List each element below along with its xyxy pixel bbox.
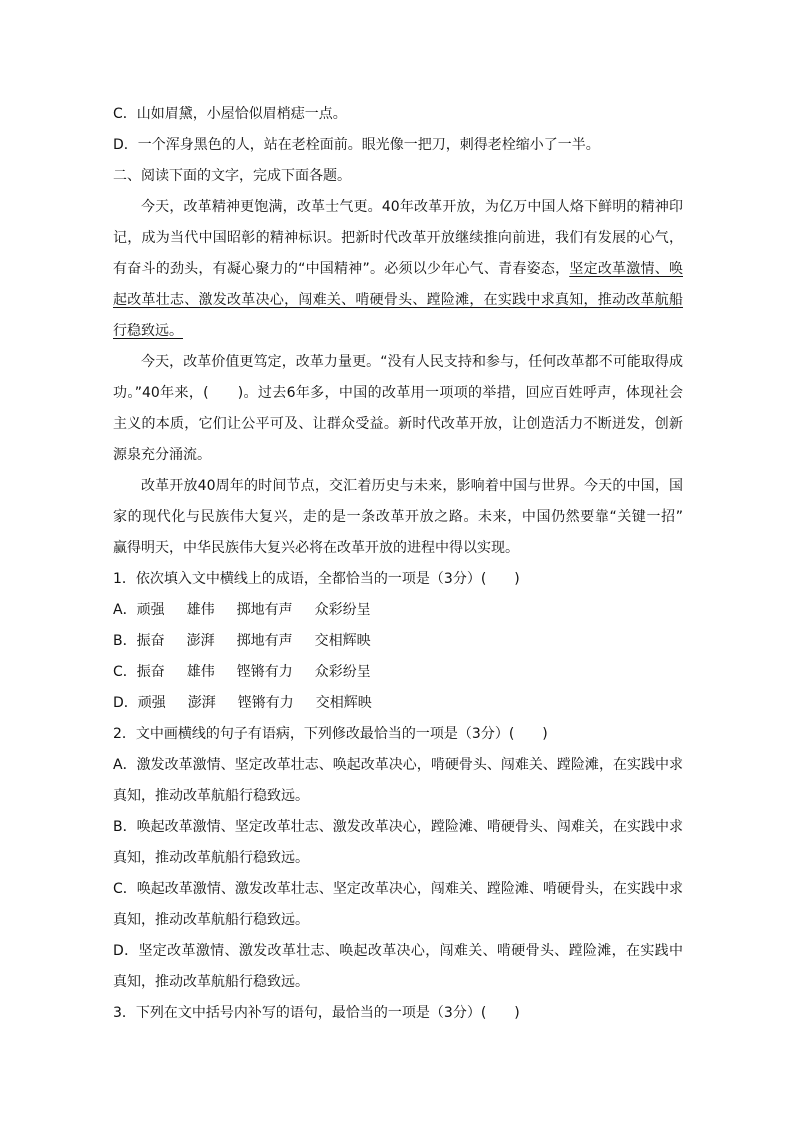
passage-paragraph-2 <box>113 347 683 471</box>
passage-line <box>113 254 683 285</box>
passage-paragraph-1 <box>113 192 683 347</box>
answer-option-cont: 真知，推动改革航船行稳致远。 <box>113 850 309 866</box>
question-3 <box>113 998 683 1029</box>
answer-option-cont: 真知，推动改革航船行稳致远。 <box>113 912 309 928</box>
answer-option: B．唤起改革激情、坚定改革壮志、激发改革决心，蹚险滩、啃硬骨头、闯难关，在实践中求 <box>113 819 683 835</box>
question-stem: 2．文中画横线的句子有语病，下列修改最恰当的一项是（3分）( ) <box>113 726 548 742</box>
answer-option: A．顽强 雄伟 掷地有声 众彩纷呈 <box>113 602 371 618</box>
answer-option: C．振奋 雄伟 铿锵有力 众彩纷呈 <box>113 664 371 680</box>
passage-line: 主义的本质，它们让公平可及、让群众受益。新时代改革开放，让创造活力不断迸发，创新 <box>113 416 683 432</box>
passage-line <box>113 316 683 347</box>
document-page <box>113 99 683 1029</box>
underlined-sentence: 起改革壮志、激发改革决心，闯难关、啃硬骨头、蹚险滩，在实践中求真知，推动改革航船 <box>113 292 683 308</box>
answer-option-cont: 真知，推动改革航船行稳致远。 <box>113 974 309 990</box>
section-heading: 二、阅读下面的文字，完成下面各题。 <box>113 168 351 184</box>
passage-text: 有奋斗的劲头，有凝心聚力的“中国精神”。必须以少年心气、青春姿态， <box>113 261 570 277</box>
answer-option-cont: 真知，推动改革航船行稳致远。 <box>113 788 309 804</box>
underlined-sentence: 行稳致远。 <box>113 323 183 339</box>
answer-option: B．振奋 澎湃 掷地有声 交相辉映 <box>113 633 371 649</box>
passage-line: 功。”40年来，( )。过去6年多，中国的改革用一项项的举措，回应百姓呼声，体现社会 <box>113 385 683 401</box>
question-stem: 3．下列在文中括号内补写的语句，最恰当的一项是（3分）( ) <box>113 1005 520 1021</box>
passage-line: 记，成为当代中国昭彰的精神标识。把新时代改革开放继续推向前进，我们有发展的心气， <box>113 230 683 246</box>
question-stem: 1．依次填入文中横线上的成语，全都恰当的一项是（3分）( ) <box>113 571 520 587</box>
option-c-prev: C．山如眉黛，小屋恰似眉梢痣一点。 <box>113 106 347 122</box>
passage-line: 源泉充分涌流。 <box>113 447 211 463</box>
answer-option: D．顽强 澎湃 铿锵有力 交相辉映 <box>113 695 372 711</box>
passage-paragraph-3 <box>113 471 683 564</box>
passage-line: 今天，改革价值更笃定，改革力量更。“没有人民支持和参与，任何改革都不可能取得成 <box>141 354 683 370</box>
passage-line: 家的现代化与民族伟大复兴，走的是一条改革开放之路。未来，中国仍然要靠“关键一招” <box>113 509 683 525</box>
answer-option: D．坚定改革激情、激发改革壮志、唤起改革决心，闯难关、啃硬骨头、蹚险滩，在实践中 <box>113 943 683 959</box>
passage-line: 今天，改革精神更饱满，改革士气更。40年改革开放，为亿万中国人烙下鲜明的精神印 <box>141 199 683 215</box>
question-2 <box>113 719 683 998</box>
underlined-sentence: 坚定改革激情、唤 <box>569 261 683 277</box>
passage-line: 赢得明天，中华民族伟大复兴必将在改革开放的进程中得以实现。 <box>113 540 519 556</box>
question-1 <box>113 564 683 719</box>
answer-option: A．激发改革激情、坚定改革壮志、唤起改革决心，啃硬骨头、闯难关、蹚险滩，在实践中求 <box>113 757 683 773</box>
answer-option: C．唤起改革激情、激发改革壮志、坚定改革决心，闯难关、蹚险滩、啃硬骨头，在实践中求 <box>113 881 683 897</box>
option-d-prev: D．一个浑身黑色的人，站在老栓面前。眼光像一把刀，刺得老栓缩小了一半。 <box>113 137 600 153</box>
passage-line: 改革开放40周年的时间节点，交汇着历史与未来，影响着中国与世界。今天的中国，国 <box>141 478 683 494</box>
